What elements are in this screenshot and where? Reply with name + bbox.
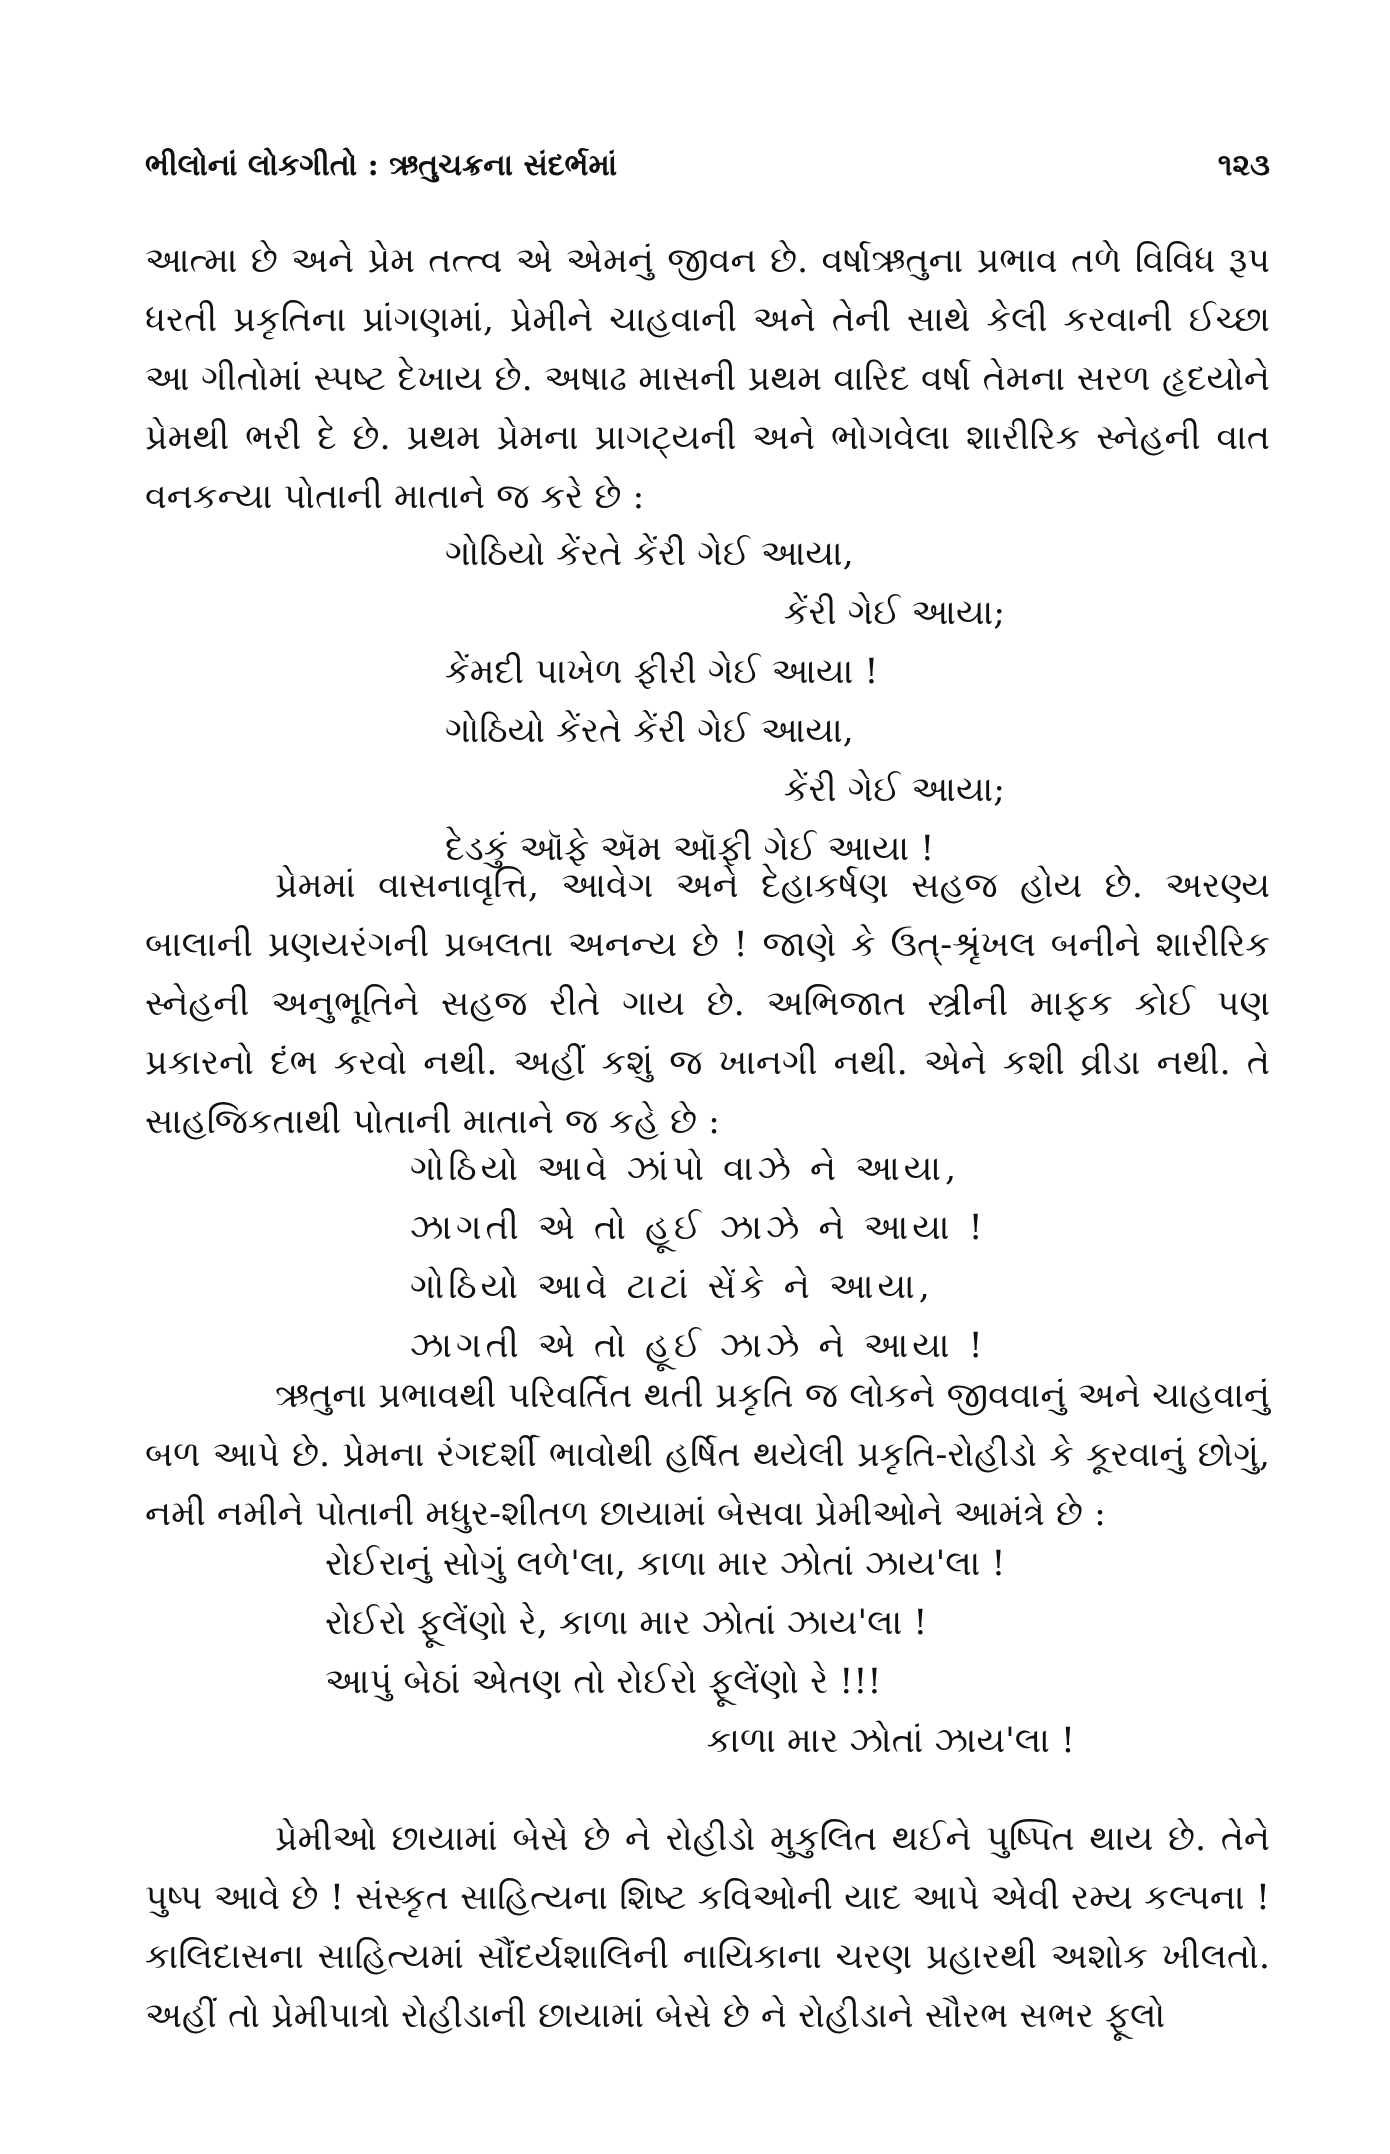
verse-line: ગોઠિયો કેંરતે કેંરી ગેઈ આયા, (445, 711, 854, 751)
paragraph-3 (145, 1367, 1270, 1544)
paragraph-4 (145, 1810, 1270, 2046)
paragraph-2 (145, 857, 1270, 1152)
paragraph-text: પ્રેમીઓ છાયામાં બેસે છે ને રોહીડો મુકુલિત થઈને પુષ્પિત થાય છે. તેને પુષ્પ આવે છે ! સંસ્કૃત સાહિત્યના શિષ્ટ કવિઓની યાદ આપે એવી રમ્ય કલ્પના ! કાલિદાસના સાહિત્યમાં સૌંદર્યશાલિની નાયિકાના ચરણ પ્રહારથી અશોક ખીલતો. અહીં તો પ્રેમીપાત્રો રોહીડાની છાયામાં બેસે છે ને રોહીડાને સૌરભ સભર ફૂલો (145, 1819, 1270, 2036)
verse-line: રોઈરાનું સોગું લળે'લા, કાળા માર ઝોતાં ઝાય'લા ! (325, 1544, 1006, 1584)
verse-line: આપું બેઠાં એતણ તો રોઈરો ફૂલેંણો રે !!! (325, 1662, 882, 1702)
verse-2 (410, 1140, 990, 1376)
verse-1 (445, 525, 1005, 879)
page-number: ૧૨૩ (1217, 148, 1270, 183)
verse-line: ગોઠિયો કેંરતે કેંરી ગેઈ આયા, (445, 534, 854, 574)
paragraph-text: પ્રેમમાં વાસનાવૃત્તિ, આવેગ અને દેહાકર્ષણ સહજ હોય છે. અરણ્ય બાલાની પ્રણયરંગની પ્રબલતા અનન્ય છે ! જાણે કે ઉત્-શ્રૃંખલ બનીને શારીરિક સ્નેહની અનુભૂતિને સહજ રીતે ગાય છે. અભિજાત સ્ત્રીની માફક કોઈ પણ પ્રકારનો દંભ કરવો નથી. અહીં કશું જ ખાનગી નથી. એને કશી વ્રીડા નથી. તે સાહજિકતાથી પોતાની માતાને જ કહે છે : (145, 866, 1270, 1142)
running-title: ભીલોનાં લોકગીતો : ઋતુચક્રના સંદર્ભમાં (145, 148, 618, 183)
verse-line: કેંરી ગેઈ આયા; (783, 770, 1005, 810)
verse-line: ઝાગતી એ તો હૂઈ ઝાઝે ને આયા ! (410, 1326, 987, 1366)
paragraph-text: આત્મા છે અને પ્રેમ તત્ત્વ એ એમનું જીવન છે. વર્ષાઋતુના પ્રભાવ તળે વિવિધ રૂપ ધરતી પ્રકૃતિના પ્રાંગણમાં, પ્રેમીને ચાહવાની અને તેની સાથે કેલી કરવાની ઈચ્છા આ ગીતોમાં સ્પષ્ટ દેખાય છે. અષાઢ માસની પ્રથમ વારિદ વર્ષા તેમના સરળ હૃદયોને પ્રેમથી ભરી દે છે. પ્રથમ પ્રેમના પ્રાગટ્યની અને ભોગવેલા શારીરિક સ્નેહની વાત વનકન્યા પોતાની માતાને જ કરે છે : (145, 241, 1270, 517)
paragraph-1 (145, 232, 1270, 527)
paragraph-text: ઋતુના પ્રભાવથી પરિવર્તિત થતી પ્રકૃતિ જ લોકને જીવવાનું અને ચાહવાનું બળ આપે છે. પ્રેમના રંગદર્શી ભાવોથી હર્ષિત થયેલી પ્રકૃતિ-રોહીડો કે કૂરવાનું છોગું, નમી નમીને પોતાની મધુર-શીતળ છાયામાં બેસવા પ્રેમીઓને આમંત્રે છે : (145, 1376, 1270, 1534)
verse-line: રોઈરો ફૂલેંણો રે, કાળા માર ઝોતાં ઝાય'લા ! (325, 1603, 928, 1643)
verse-line: દેડકું ઑફે ઍમ ઑફી ગેઈ આયા ! (445, 829, 935, 869)
verse-line: કાળા માર ઝોતાં ઝાય'લા ! (706, 1721, 1075, 1761)
verse-line: કેંમદી પાખેળ ફીરી ગેઈ આયા ! (445, 652, 879, 692)
verse-line: ઝાગતી એ તો હૂઈ ઝાઝે ને આયા ! (410, 1208, 987, 1248)
verse-line: ગોઠિયો આવે ઝાંપો વાઝે ને આયા, (410, 1149, 961, 1189)
verse-line: ગોઠિયો આવે ટાટાં સેંકે ને આયા, (410, 1267, 934, 1307)
verse-line: કેંરી ગેઈ આયા; (783, 593, 1005, 633)
verse-3 (325, 1535, 1075, 1771)
page-header (145, 148, 1270, 198)
